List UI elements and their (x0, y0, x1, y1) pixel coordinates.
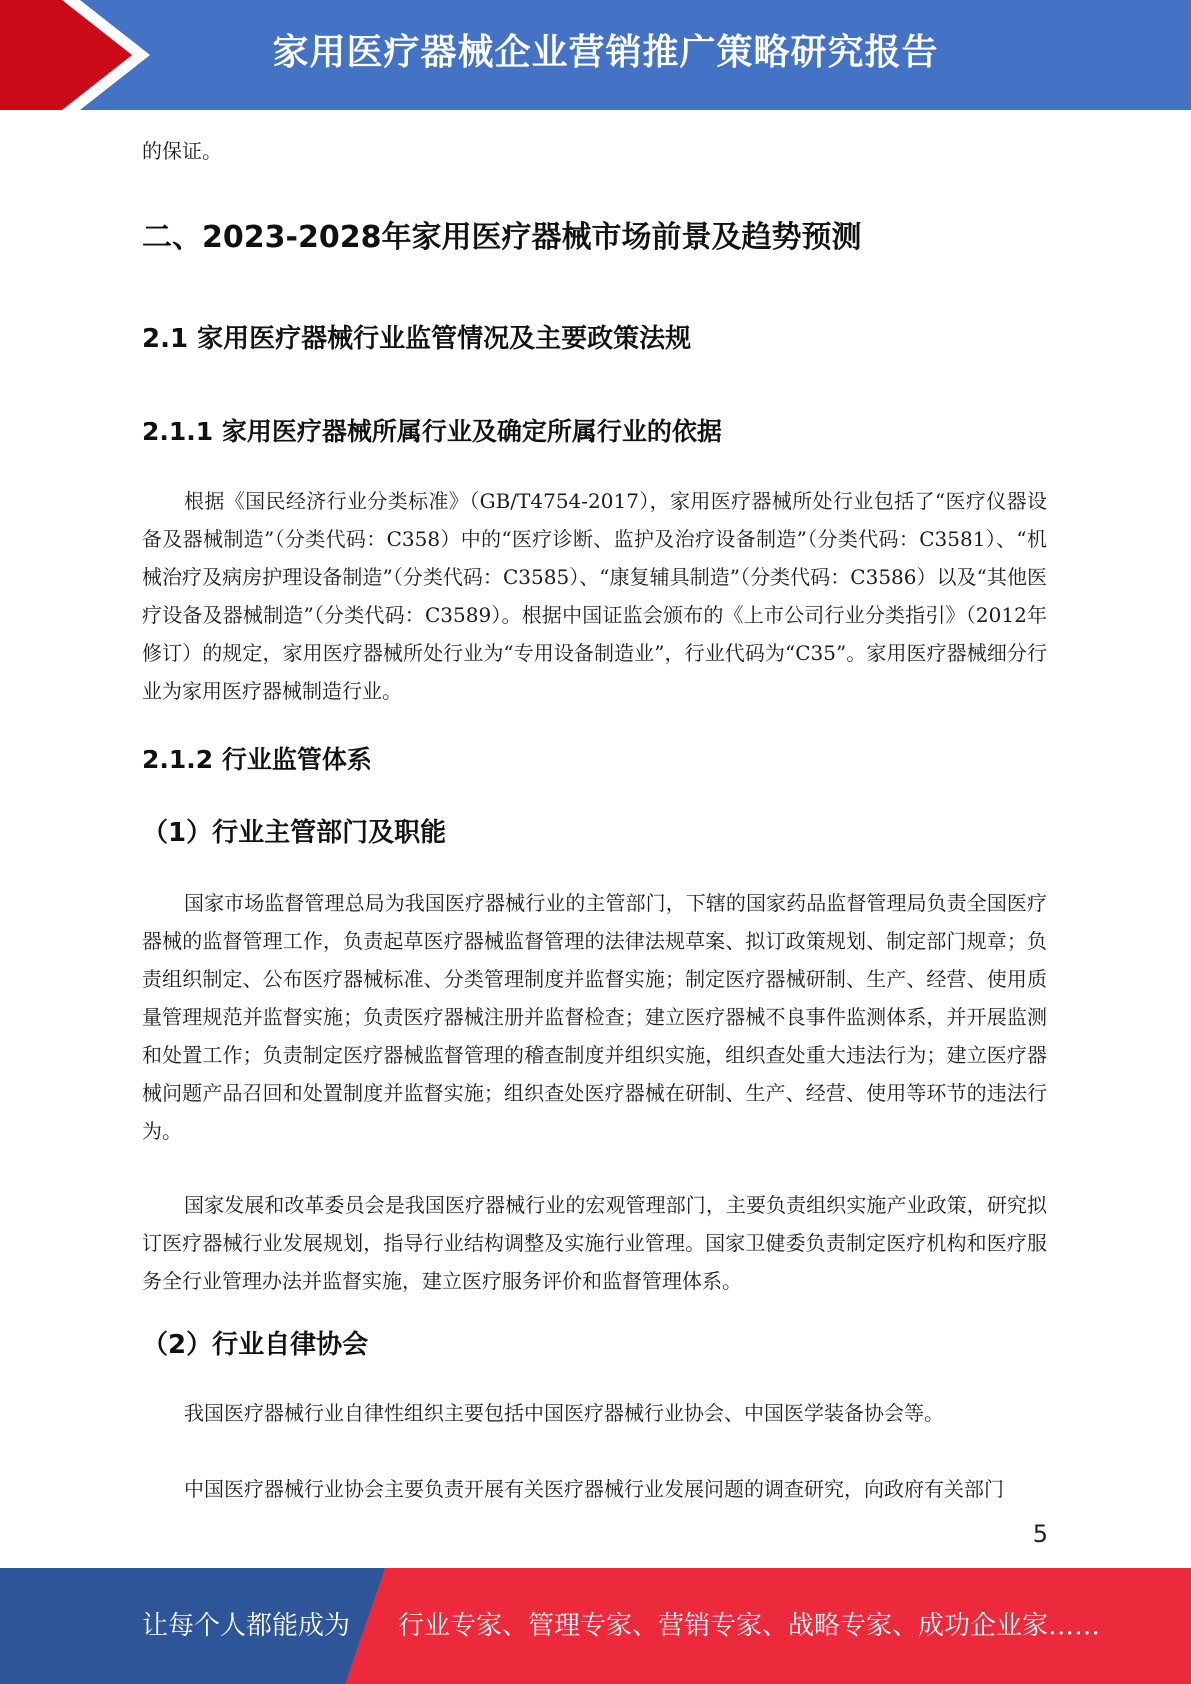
continued-paragraph: 的保证。 (142, 139, 222, 163)
footer-slogan-right: 行业专家、管理专家、营销专家、战略专家、成功企业家…… (398, 1611, 1101, 1641)
paragraph-associations: 我国医疗器械行业自律性组织主要包括中国医疗器械行业协会、中国医学装备协会等。 (184, 1401, 944, 1425)
page-number: 5 (1032, 1520, 1048, 1548)
header-banner (0, 0, 1191, 110)
paragraph-association-duties: 中国医疗器械行业协会主要负责开展有关医疗器械行业发展问题的调查研究，向政府有关部门 (184, 1477, 1004, 1501)
report-title: 家用医疗器械企业营销推广策略研究报告 (272, 32, 939, 73)
subsection-2-1-title: 2.1 家用医疗器械行业监管情况及主要政策法规 (142, 324, 692, 354)
item-2-title: （2）行业自律协会 (142, 1330, 369, 1360)
footer-slogan-left: 让每个人都能成为 (142, 1611, 351, 1641)
paragraph-industry-classification: 根据《国民经济行业分类标准》（GB/T4754-2017），家用医疗器械所处行业包括了“医疗仪器设备及器械制造”（分类代码：C358）中的“医疗诊断、监护及治疗设备制造”（分类代码：C3581）、“机械治疗及病房护理设备制造”（分类代码：C3585）、“康复辅具制造”（分类代码：C3586）以及“其他医疗设备及器械制造”（分类代码：C3589）。根据中国证监会颁布的《上市公司行业分类指引》（2012年修订）的规定，家用医疗器械所处行业为“专用设备制造业”，行业代码为“C35”。家用医疗器械细分行业为家用医疗器械制造行业。 (142, 489, 1047, 703)
subsection-2-1-2-title: 2.1.2 行业监管体系 (142, 745, 372, 774)
footer-banner (0, 1568, 1191, 1684)
item-1-title: （1）行业主管部门及职能 (142, 818, 447, 848)
paragraph-regulator-duties: 国家市场监督管理总局为我国医疗器械行业的主管部门，下辖的国家药品监督管理局负责全国医疗器械的监督管理工作，负责起草医疗器械监督管理的法律法规草案、拟订政策规划、制定部门规章；负责组织制定、公布医疗器械标准、分类管理制度并监督实施；制定医疗器械研制、生产、经营、使用质量管理规范并监督实施；负责医疗器械注册并监督检查；建立医疗器械不良事件监测体系，并开展监测和处置工作；负责制定医疗器械监督管理的稽查制度并组织实施，组织查处重大违法行为；建立医疗器械问题产品召回和处置制度并监督实施；组织查处医疗器械在研制、生产、经营、使用等环节的违法行为。 (142, 891, 1047, 1143)
paragraph-ndrc-duties: 国家发展和改革委员会是我国医疗器械行业的宏观管理部门，主要负责组织实施产业政策，研究拟订医疗器械行业发展规划，指导行业结构调整及实施行业管理。国家卫健委负责制定医疗机构和医疗服务全行业管理办法并监督实施，建立医疗服务评价和监督管理体系。 (142, 1193, 1047, 1293)
section-title: 二、2023-2028年家用医疗器械市场前景及趋势预测 (142, 220, 862, 255)
subsection-2-1-1-title: 2.1.1 家用医疗器械所属行业及确定所属行业的依据 (142, 417, 722, 446)
